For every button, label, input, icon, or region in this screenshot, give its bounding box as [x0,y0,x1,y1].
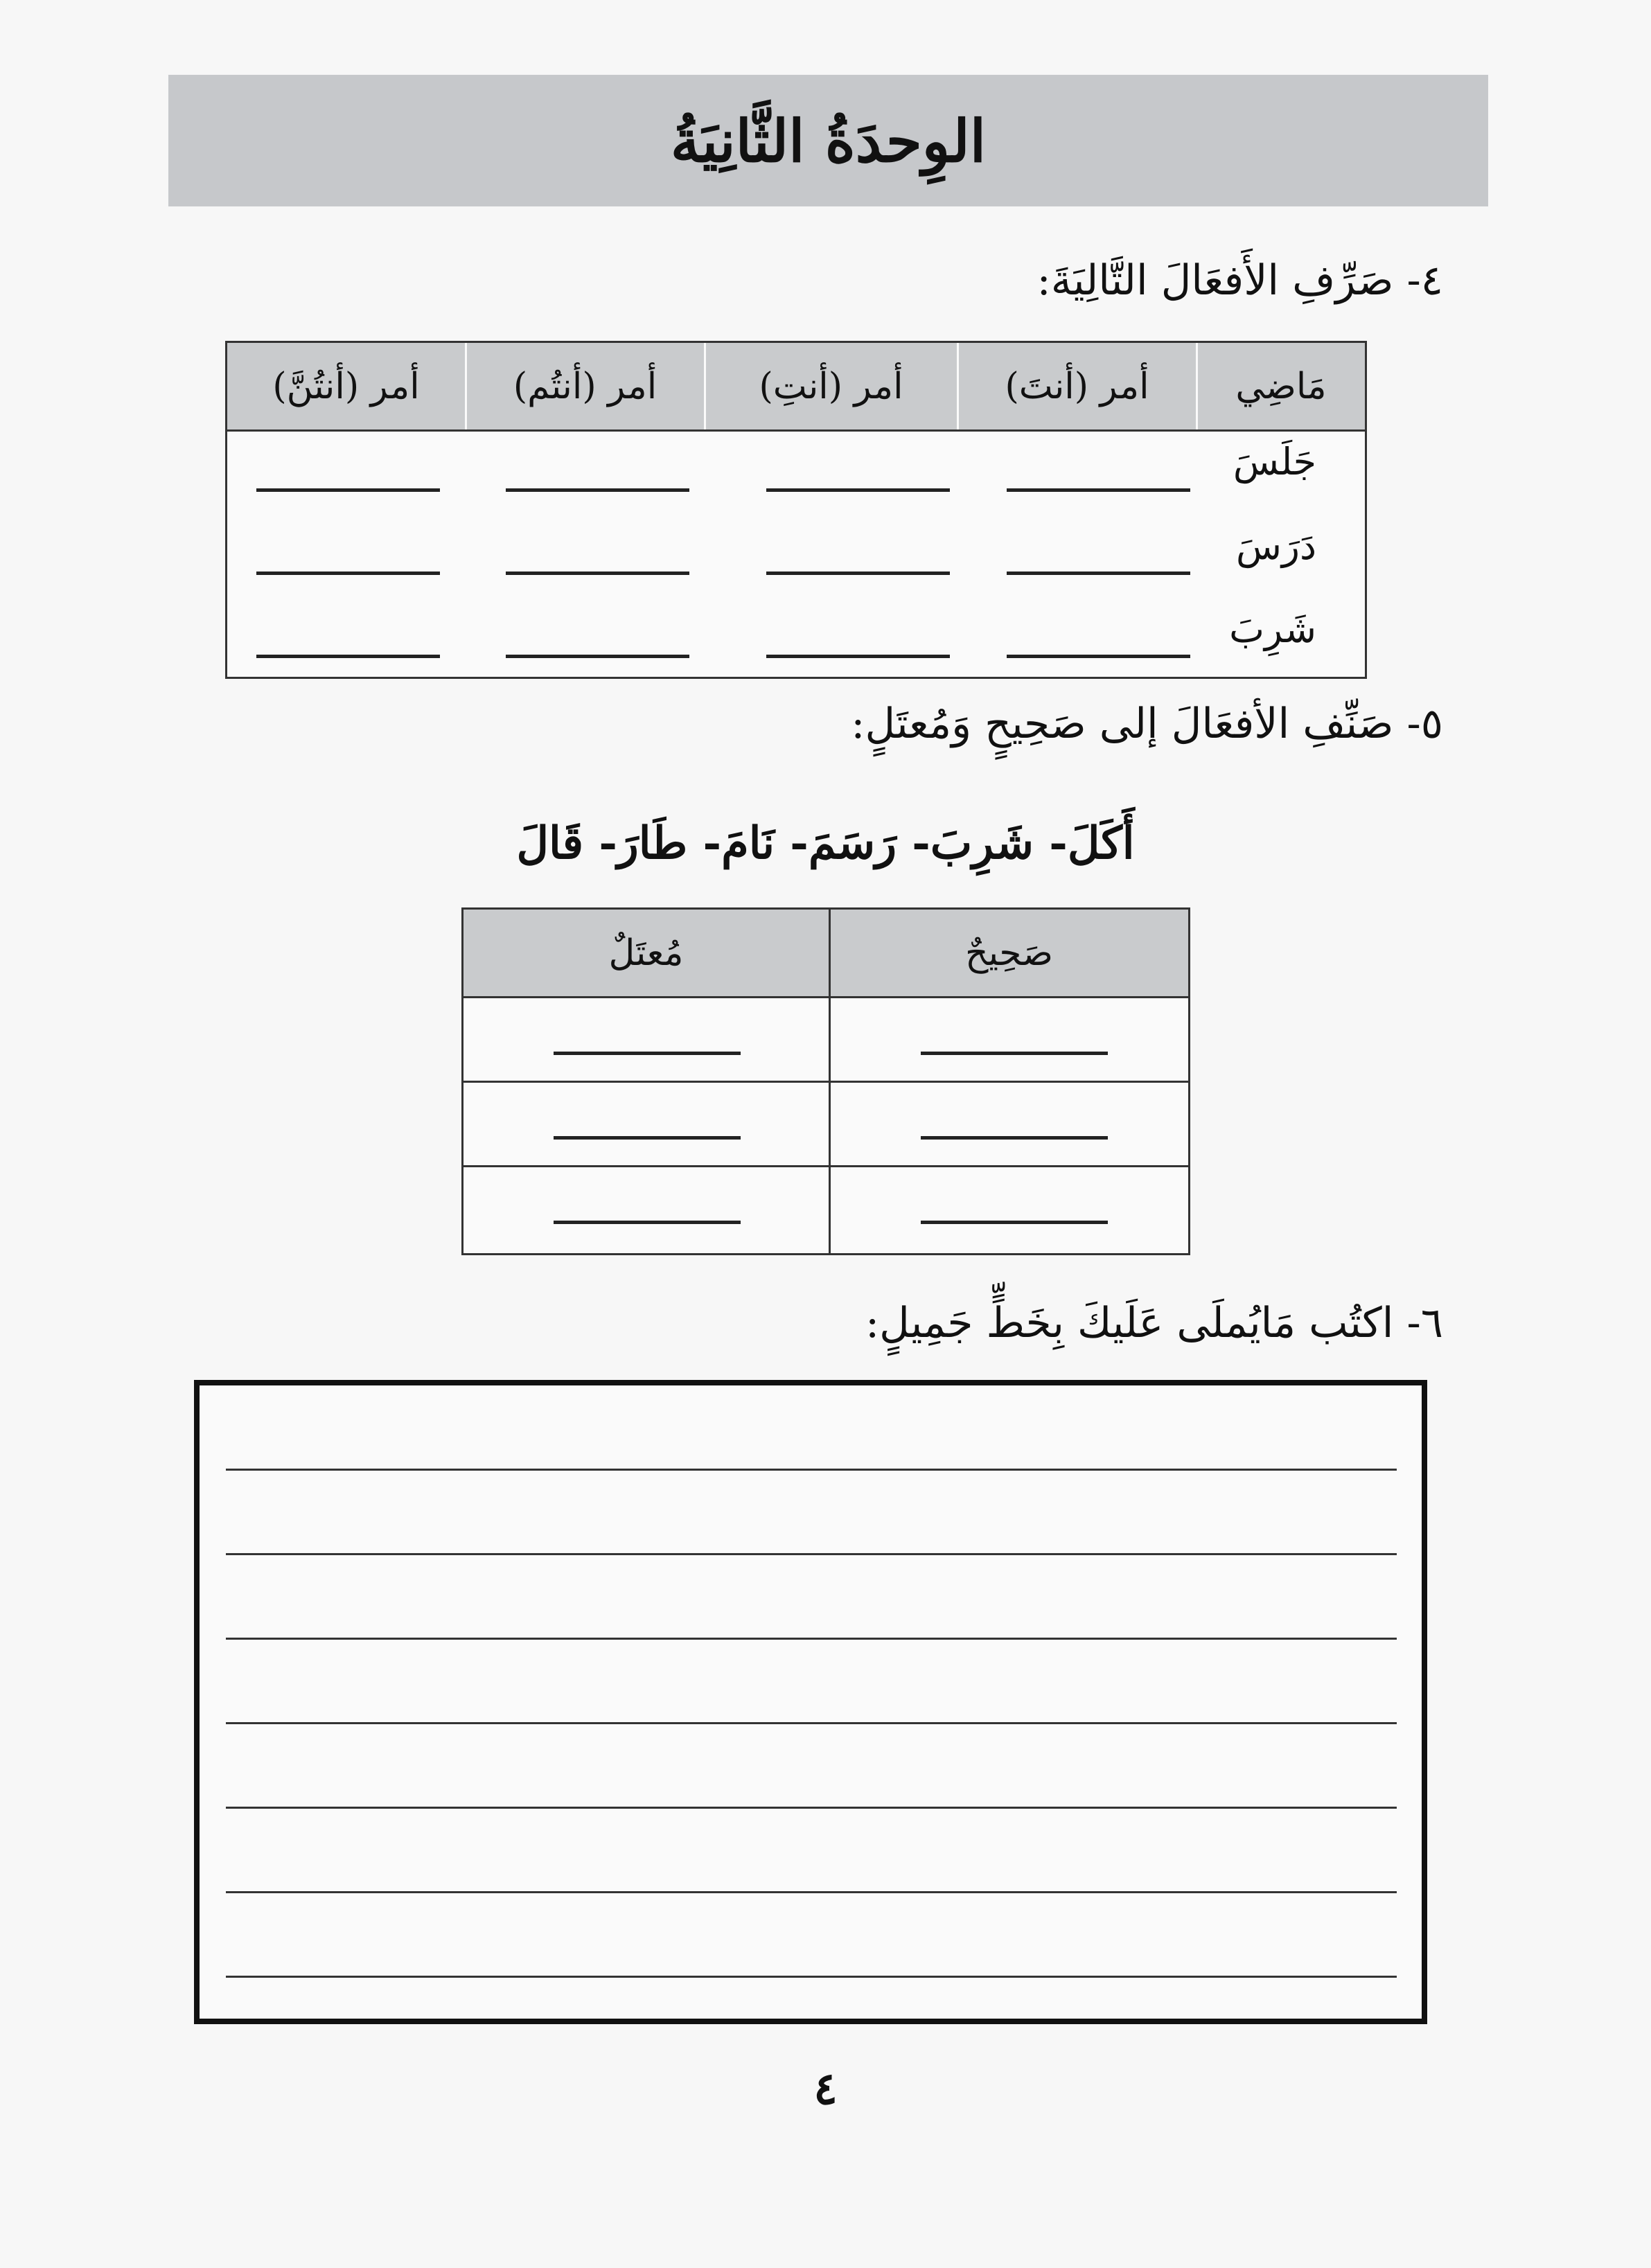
verb-word-list: أَكَلَ- شَرِبَ- رَسَمَ- نَامَ- طَارَ- قَالَ [516,817,1135,869]
header-imperative-antum: أمر (أنتُم) [513,365,657,407]
answer-blank[interactable] [506,488,689,492]
answer-blank[interactable] [256,572,440,575]
answer-blank[interactable] [921,1052,1108,1055]
header-mutal: مُعتَلٌ [608,932,684,974]
writing-line[interactable] [226,1638,1397,1640]
answer-blank[interactable] [256,488,440,492]
verb-row-label: جَلَسَ [1233,440,1316,484]
answer-blank[interactable] [921,1221,1108,1224]
header-past: مَاضِي [1235,365,1327,407]
answer-blank[interactable] [554,1136,741,1140]
writing-line[interactable] [226,1722,1397,1724]
answer-blank[interactable] [1007,655,1190,658]
answer-blank[interactable] [554,1221,741,1224]
header-imperative-anta: أمر (أنتَ) [1005,365,1149,407]
answer-blank[interactable] [766,655,950,658]
dictation-writing-box[interactable] [194,1380,1427,2024]
exercise-4-instruction: ٤- صَرِّفِ الأَفعَالَ التَّالِيَةَ: [1036,256,1443,305]
header-imperative-anti: أمر (أنتِ) [759,365,903,407]
answer-blank[interactable] [1007,572,1190,575]
answer-blank[interactable] [506,655,689,658]
unit-title: الوِحدَةُ الثَّانِيَةُ [670,106,987,175]
answer-blank[interactable] [554,1052,741,1055]
answer-blank[interactable] [766,572,950,575]
verb-row-label: دَرَسَ [1235,524,1316,568]
page-number: ٤ [813,2063,838,2115]
answer-blank[interactable] [506,572,689,575]
exercise-6-instruction: ٦- اكتُب مَايُملَى عَلَيكَ بِخَطٍّ جَمِيلٍ: [865,1299,1443,1347]
writing-line[interactable] [226,1469,1397,1471]
classification-table [461,907,1190,1255]
answer-blank[interactable] [256,655,440,658]
verb-row-label: شَرِبَ [1229,608,1316,651]
conjugation-table-header [227,343,1365,432]
answer-blank[interactable] [1007,488,1190,492]
writing-line[interactable] [226,1807,1397,1809]
header-sahih: صَحِيحٌ [965,932,1053,974]
answer-blank[interactable] [766,488,950,492]
answer-blank[interactable] [921,1136,1108,1140]
header-imperative-antunna: أمر (أنتُنَّ) [272,365,420,407]
writing-line[interactable] [226,1976,1397,1978]
classification-table-header [463,910,1188,998]
writing-line[interactable] [226,1891,1397,1893]
writing-line[interactable] [226,1553,1397,1555]
conjugation-table [225,341,1367,679]
exercise-5-instruction: ٥- صَنِّفِ الأفعَالَ إلى صَحِيحٍ وَمُعتَلٍ: [851,700,1443,748]
unit-title-banner [168,75,1488,206]
